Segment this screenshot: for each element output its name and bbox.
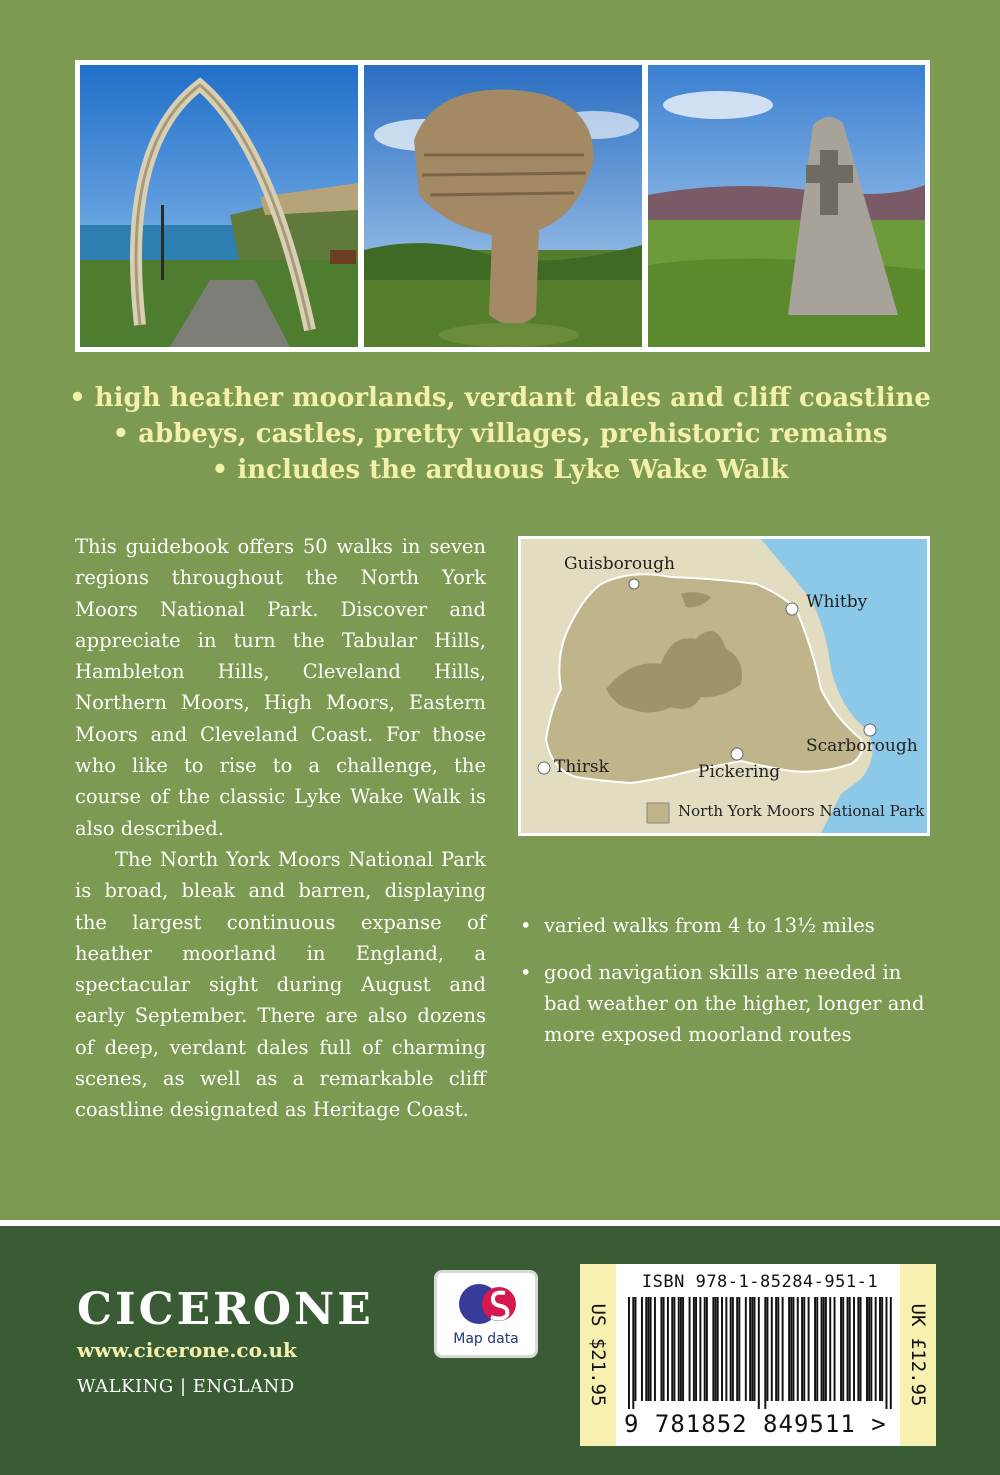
barcode-bar: [866, 1297, 868, 1401]
price-uk-strip: [900, 1264, 936, 1446]
barcode-bar: [788, 1297, 790, 1401]
barcode-bar: [699, 1297, 701, 1401]
barcode-bar: [704, 1297, 706, 1401]
barcode-bar: [849, 1297, 851, 1401]
barcode-bar: [875, 1297, 877, 1401]
isbn: ISBN 978-1-85284-951-1: [641, 1272, 879, 1292]
barcode-bar: [886, 1297, 888, 1409]
photo-strip: [75, 60, 930, 352]
category-label: WALKING | ENGLAND: [77, 1376, 295, 1397]
barcode-bar: [721, 1297, 723, 1401]
barcode-bar: [749, 1297, 751, 1401]
barcode-bar: [712, 1297, 714, 1401]
barcode-bar: [825, 1297, 827, 1401]
barcode-bar: [814, 1297, 816, 1401]
feature-text: good navigation skills are needed in bad weather on the higher, longer and more exposed moorland routes: [544, 961, 925, 1046]
barcode-icon: [628, 1297, 892, 1409]
barcode-bar: [671, 1297, 673, 1401]
barcode-box: [580, 1264, 936, 1446]
feature-item: [520, 910, 940, 941]
barcode-bar: [821, 1297, 823, 1401]
barcode-bar: [680, 1297, 682, 1401]
barcode-bar: [777, 1297, 779, 1401]
map-label-guisborough: Guisborough: [564, 554, 675, 574]
barcode-bar: [647, 1297, 649, 1401]
map-dot-pickering: [731, 748, 743, 760]
photo-rock-formation: [364, 65, 642, 347]
barcode-bar: [715, 1297, 717, 1401]
barcode-bar: [745, 1297, 747, 1401]
barcode-bar: [689, 1297, 691, 1401]
map-dot-whitby: [786, 603, 798, 615]
map-dot-scarborough: [864, 724, 876, 736]
barcode-bar: [663, 1297, 665, 1401]
os-badge-label: Map data: [453, 1331, 519, 1347]
barcode-bar: [660, 1297, 662, 1401]
barcode-bar: [792, 1297, 794, 1401]
barcode-bar: [717, 1297, 719, 1401]
publisher-logo: CICERONE: [77, 1284, 374, 1335]
barcode-bar: [764, 1297, 766, 1409]
description-paragraph: The North York Moors National Park is broad, bleak and barren, displaying the largest continuous expanse of heather moorland in England, a spectacular sight during August and early September. There are also dozens of deep, verdant dales full of charming scenes, as well as a remarkable cliff coastline designated as Heritage Coast.: [75, 847, 486, 1122]
barcode-bar: [650, 1297, 652, 1401]
barcode-bar: [751, 1297, 753, 1401]
barcode-bar: [754, 1297, 756, 1401]
barcode-bar: [829, 1297, 831, 1401]
barcode-bar: [803, 1297, 805, 1401]
bullet-icon: •: [520, 961, 532, 984]
barcode-bar: [758, 1297, 760, 1409]
barcode-bar: [853, 1297, 855, 1401]
feature-text: varied walks from 4 to 13½ miles: [544, 914, 875, 937]
barcode-bar: [682, 1297, 684, 1401]
barcode-bar: [842, 1297, 844, 1401]
map-label-pickering: Pickering: [698, 762, 781, 782]
barcode-bar: [782, 1297, 784, 1401]
park-map: [518, 536, 930, 836]
barcode-bar: [725, 1297, 727, 1401]
barcode-bar: [628, 1297, 630, 1409]
map-drawing: [521, 539, 927, 833]
barcode-digits: 9 781852 849511 >: [624, 1410, 887, 1438]
barcode-bar: [673, 1297, 675, 1401]
features-list: [520, 910, 940, 1066]
barcode-bar: [816, 1297, 818, 1401]
price-us: US $21.95: [587, 1303, 609, 1407]
barcode-bar: [706, 1297, 708, 1401]
feature-item: [520, 957, 940, 1050]
barcode-bar: [695, 1297, 697, 1401]
barcode-bar: [667, 1297, 669, 1401]
barcode-bar: [868, 1297, 870, 1401]
barcode-bar: [790, 1297, 792, 1401]
map-label-whitby: Whitby: [806, 592, 868, 612]
barcode-bar: [808, 1297, 810, 1401]
barcode-bar: [801, 1297, 803, 1401]
os-map-data-badge: [434, 1270, 538, 1358]
barcode-bar: [693, 1297, 695, 1401]
footer: [0, 1220, 1000, 1475]
barcode-bar: [732, 1297, 734, 1401]
highlight-line: • high heather moorlands, verdant dales and cliff coastline: [69, 383, 931, 413]
map-dot-thirsk: [538, 762, 550, 774]
map-dot-guisborough: [629, 579, 639, 589]
barcode-bar: [797, 1297, 799, 1401]
highlight-line: • abbeys, castles, pretty villages, prehistoric remains: [112, 419, 888, 449]
barcode-bar: [881, 1297, 883, 1401]
highlight-line: • includes the arduous Lyke Wake Walk: [211, 455, 789, 485]
price-us-strip: [580, 1264, 616, 1446]
barcode-bar: [641, 1297, 643, 1401]
barcode-bar: [823, 1297, 825, 1401]
barcode-bar: [847, 1297, 849, 1401]
barcode-bar: [645, 1297, 647, 1401]
price-uk: UK £12.95: [907, 1303, 929, 1407]
barcode-bar: [766, 1297, 768, 1401]
photo-whalebone-arch: [80, 65, 358, 347]
barcode-bar: [738, 1297, 740, 1401]
publisher-url[interactable]: www.cicerone.co.uk: [77, 1338, 297, 1362]
map-label-thirsk: Thirsk: [554, 757, 609, 777]
map-label-scarborough: Scarborough: [806, 736, 918, 756]
barcode-bar: [860, 1297, 862, 1401]
map-legend-label: North York Moors National Park: [678, 802, 925, 820]
barcode-bar: [890, 1297, 892, 1409]
highlights: [0, 380, 1000, 488]
barcode-bar: [775, 1297, 777, 1401]
os-logo-icon: [455, 1279, 519, 1329]
bullet-icon: •: [520, 914, 532, 937]
barcode-bar: [736, 1297, 738, 1401]
barcode-bar: [771, 1297, 773, 1401]
barcode-bar: [678, 1297, 680, 1401]
barcode-bar: [857, 1297, 859, 1401]
description: [75, 531, 486, 1126]
barcode-bar: [634, 1297, 636, 1401]
barcode-bar: [834, 1297, 836, 1401]
description-paragraph: This guidebook offers 50 walks in seven regions throughout the North York Moors National Park. Discover and appreciate in turn the Tabular Hills, Hambleton Hills, Cleveland Hills, Northern Moors, High Moors, Eastern Moors and Cleveland Coast. For those who like to rise to a challenge, the course of the classic Lyke Wake Walk is also described.: [75, 535, 486, 840]
barcode-bar: [870, 1297, 872, 1401]
photo-stone-cross: [648, 65, 925, 347]
barcode-bar: [654, 1297, 656, 1401]
barcode-bar: [730, 1297, 732, 1401]
barcode-bar: [879, 1297, 881, 1401]
map-legend-swatch: [647, 803, 669, 823]
barcode-bar: [840, 1297, 842, 1401]
barcode-bar: [632, 1297, 634, 1409]
